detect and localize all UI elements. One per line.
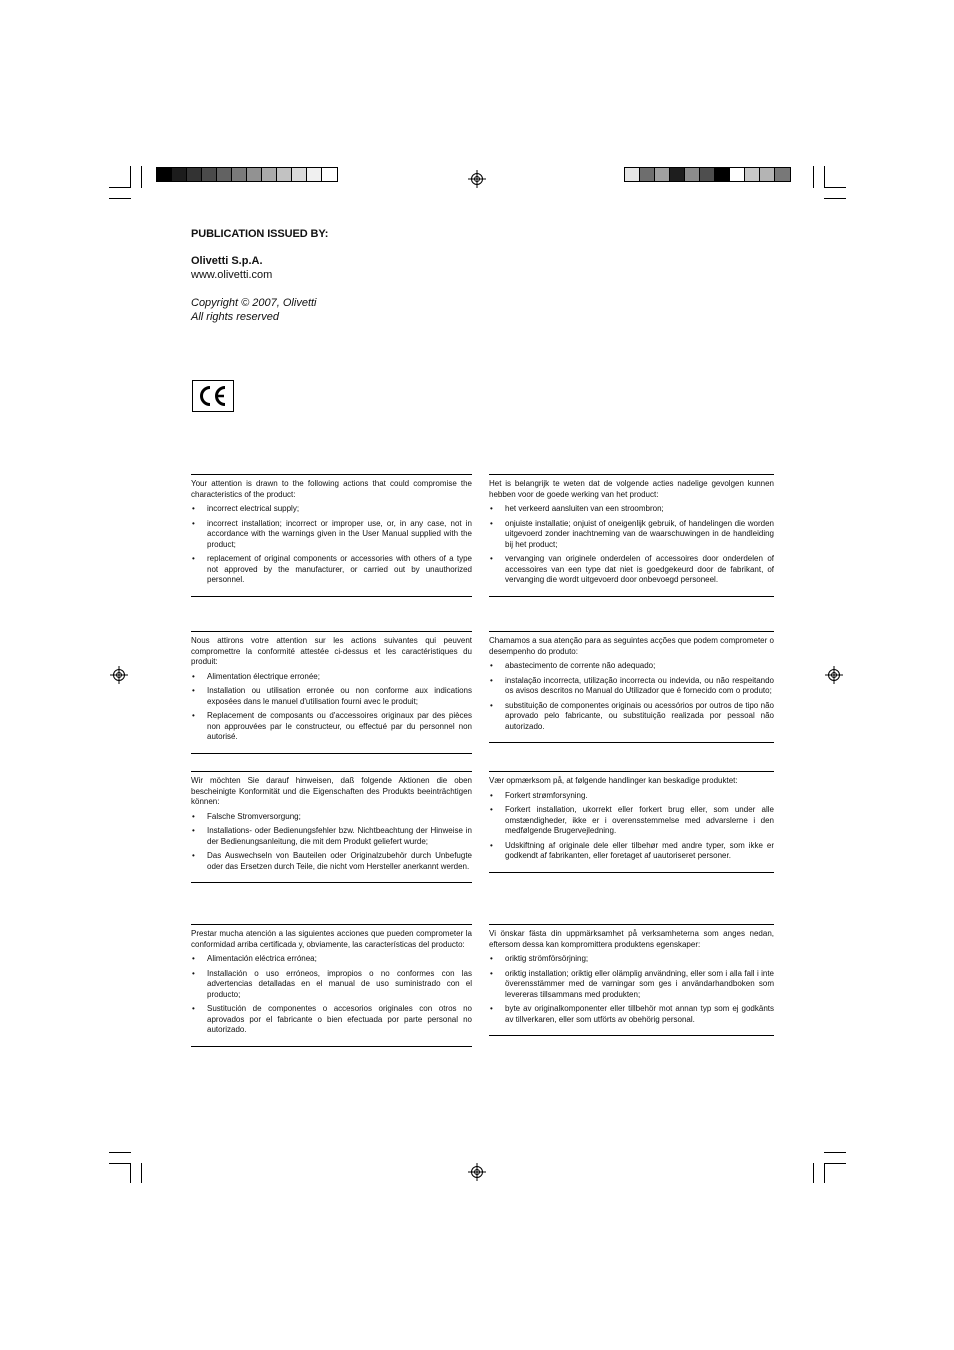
- color-swatch: [625, 168, 640, 181]
- registration-mark-icon: [110, 666, 128, 684]
- ce-mark-icon: [197, 384, 229, 408]
- color-bar-right: [624, 167, 791, 182]
- notice-item: • oriktig strömförsörjning;: [489, 954, 774, 965]
- notice-item: • byte av originalkomponenter eller tillbehör mot annan typ som ej godkänts av tillverkaren, eller som utförts av obehörig personal.: [489, 1004, 774, 1025]
- notice-danish: [489, 771, 774, 873]
- notice-item: • Das Auswechseln von Bauteilen oder Originalzubehör durch Unbefugte oder das Ersetzen durch Teile, die nicht vom Hersteller anerkannt werden.: [191, 851, 472, 872]
- crop-mark: [824, 187, 846, 188]
- notice-intro: Wir möchten Sie darauf hinweisen, daß folgende Aktionen die oben bescheinigte Konformität und die Eigenschaften des Produkts beeinträchtigen können:: [191, 776, 472, 806]
- registration-mark-icon: [468, 1163, 486, 1181]
- crop-mark: [813, 1163, 814, 1183]
- notice-french: [191, 631, 472, 754]
- color-swatch: [307, 168, 322, 181]
- notice-intro: Vær opmærksom på, at følgende handlinger kan beskadige produktet:: [489, 776, 738, 785]
- notice-item: • Falsche Stromversorgung;: [191, 812, 472, 823]
- notice-item: • Sustitución de componentes o accesorios originales con otros no aprovados por el fabricante o bien efectuada por parte personal no autorizado.: [191, 1004, 472, 1036]
- color-swatch: [685, 168, 700, 181]
- notice-item: • Udskiftning af originale dele eller tilbehør med andre typer, som ikke er godkendt af fabrikanten, eller foretaget af uautoriseret personer.: [489, 841, 774, 862]
- company-website: www.olivetti.com: [191, 269, 273, 281]
- color-swatch: [655, 168, 670, 181]
- notice-intro: Chamamos a sua atenção para as seguintes acções que podem comprometer o desempenho do produto:: [489, 636, 774, 656]
- color-swatch: [700, 168, 715, 181]
- company-name: Olivetti S.p.A.: [191, 255, 263, 267]
- color-swatch: [172, 168, 187, 181]
- notice-item: • het verkeerd aansluiten van een stroombron;: [489, 504, 774, 515]
- notice-item: • Installación o uso erróneos, impropios o no conformes con las advertencias detalladas en el manual de uso suministrado con el producto;: [191, 969, 472, 1001]
- crop-mark: [109, 198, 131, 199]
- notice-portuguese: [489, 631, 774, 743]
- notice-item: • vervanging van originele onderdelen of accessoires door onderdelen of accessoires van een type dat niet is goedgekeurd door de fabrikant, of vervanging die wordt uitgevoerd door onbevoegd personeel.: [489, 554, 774, 586]
- notice-item: • instalação incorrecta, utilização incorrecta ou indevida, ou não respeitando os avisos descritos no Manual do Utilizador que é fornecido com o produto;: [489, 676, 774, 697]
- notice-item: • Replacement de composants ou d'accessoires originaux par des pièces non approuvées par le constructeur, ou effectué par du personnel non autorisé.: [191, 711, 472, 743]
- publication-title: PUBLICATION ISSUED BY:: [191, 228, 329, 240]
- crop-mark: [824, 198, 846, 199]
- crop-mark: [813, 166, 814, 188]
- notice-intro: Het is belangrijk te weten dat de volgende acties nadelige gevolgen kunnen hebben voor de goede werking van het product:: [489, 479, 774, 499]
- notice-intro: Nous attirons votre attention sur les actions suivantes qui peuvent compromettre la conformité attestée ci-dessus et les caractéristiques du produit:: [191, 636, 472, 666]
- notice-intro: Vi önskar fästa din uppmärksamhet på verksamheterna som anges nedan, eftersom dessa kan kompromittera produktens egenskaper:: [489, 929, 774, 949]
- notice-dutch: [489, 474, 774, 597]
- crop-mark: [824, 1152, 846, 1153]
- crop-mark: [130, 1163, 131, 1183]
- color-swatch: [187, 168, 202, 181]
- crop-mark: [141, 1163, 142, 1183]
- notice-spanish: [191, 924, 472, 1047]
- color-swatch: [322, 168, 337, 181]
- notice-item: • Installation ou utilisation erronée ou non conforme aux indications exposées dans le manuel d'utilisation fourni avec le produit;: [191, 686, 472, 707]
- copyright-notice: [191, 296, 317, 324]
- notice-item: • Forkert strømforsyning.: [489, 791, 774, 802]
- notice-item: • incorrect electrical supply;: [191, 504, 472, 515]
- color-swatch: [775, 168, 790, 181]
- color-swatch: [277, 168, 292, 181]
- ce-mark-box: [192, 380, 234, 412]
- notice-item: • incorrect installation; incorrect or improper use, or, in any case, not in accordance with the warnings given in the User Manual supplied with the product;: [191, 519, 472, 551]
- color-swatch: [157, 168, 172, 181]
- notice-item: • Installations- oder Bedienungsfehler bzw. Nichtbeachtung der Hinweise in der Bedienungsanleitung, die mit dem Produkt geliefert wurde;: [191, 826, 472, 847]
- registration-mark-icon: [468, 170, 486, 188]
- notice-intro: Prestar mucha atención a las siguientes acciones que pueden comprometer la conformidad arriba certificada y, obviamente, las características del producto:: [191, 929, 472, 949]
- color-swatch: [232, 168, 247, 181]
- crop-mark: [824, 166, 825, 188]
- notice-intro: Your attention is drawn to the following actions that could compromise the characteristics of the product:: [191, 479, 472, 499]
- notice-item: • Alimentation électrique erronée;: [191, 672, 472, 683]
- crop-mark: [109, 1163, 131, 1164]
- color-bar-left: [156, 167, 338, 182]
- notice-swedish: [489, 924, 774, 1036]
- rights-line: All rights reserved: [191, 311, 280, 323]
- copyright-line: Copyright © 2007, Olivetti: [191, 297, 317, 309]
- notice-english: [191, 474, 472, 597]
- crop-mark: [109, 187, 131, 188]
- notice-german: [191, 771, 472, 883]
- notice-item: • Alimentación eléctrica errónea;: [191, 954, 472, 965]
- notice-item: • substituição de componentes originais ou acessórios por outros de tipo não aprovado pelo fabricante, ou substituição realizada por pessoal não autorizado.: [489, 701, 774, 733]
- color-swatch: [760, 168, 775, 181]
- color-swatch: [217, 168, 232, 181]
- crop-mark: [141, 166, 142, 188]
- notice-item: • onjuiste installatie; onjuist of oneigenlijk gebruik, of handelingen die worden uitgevoerd zonder inachtneming van de waarschuwingen in de handleiding bij het product;: [489, 519, 774, 551]
- notice-item: • abastecimento de corrente não adequado;: [489, 661, 774, 672]
- crop-mark: [824, 1163, 846, 1164]
- notice-item: • oriktig installation; oriktig eller olämplig användning, eller som i alla fall i inte överensstämmer med de varningar som ges i användarhandboken som levereras tillsammans med produkten;: [489, 969, 774, 1001]
- notice-item: • Forkert installation, ukorrekt eller forkert brug eller, som under alle omstændigheder, ikke er i overensstemmelse med advarslerne i den medfølgende Brugervejledning.: [489, 805, 774, 837]
- crop-mark: [130, 166, 131, 188]
- color-swatch: [247, 168, 262, 181]
- color-swatch: [745, 168, 760, 181]
- color-swatch: [715, 168, 730, 181]
- crop-mark: [824, 1163, 825, 1183]
- notice-item: • replacement of original components or accessories with others of a type not approved by the manufacturer, or carried out by unauthorized personnel.: [191, 554, 472, 586]
- color-swatch: [640, 168, 655, 181]
- color-swatch: [670, 168, 685, 181]
- color-swatch: [730, 168, 745, 181]
- color-swatch: [262, 168, 277, 181]
- color-swatch: [292, 168, 307, 181]
- color-swatch: [202, 168, 217, 181]
- registration-mark-icon: [825, 666, 843, 684]
- crop-mark: [109, 1152, 131, 1153]
